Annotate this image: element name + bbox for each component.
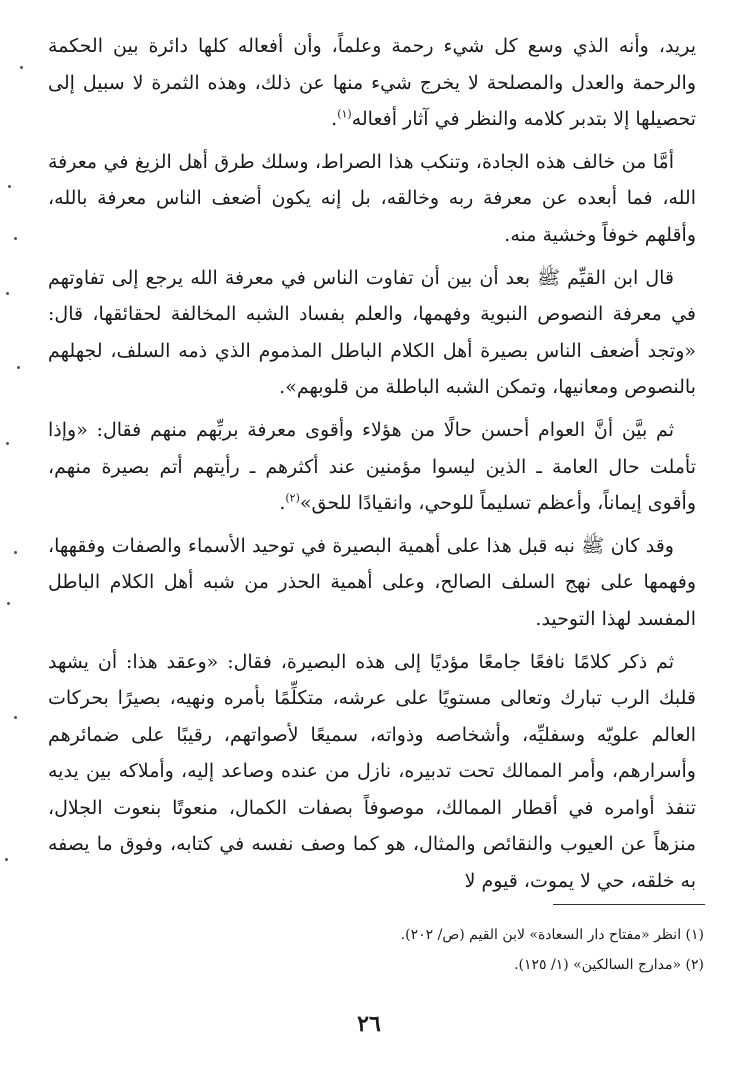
footnote-ref[interactable]: (٢): [285, 491, 300, 505]
paragraph-text: ثم بيَّن أنَّ العوام أحسن حالًا من هؤلاء وأقوى معرفة بربِّهم منهم فقال: «وإذا تأملت حال العامة ـ الذين ليسوا مؤمنين عند أكثرهم ـ رأيتهم أتم بصيرة منهم، وأقوى إيماناً، وأعظم تسليماً للوحي، وانقيادًا للحق»: [48, 418, 696, 515]
margin-dot: [14, 551, 17, 554]
margin-dot: [6, 442, 9, 445]
page-number: ٢٦: [357, 1011, 381, 1037]
paragraph-tail: .: [331, 108, 338, 131]
paragraph-text: أمَّا من خالف هذه الجادة، وتنكب هذا الصراط، وسلك طرق أهل الزيغ في معرفة الله، فما أبعده عن معرفة ربه وخالقه، بل إنه يكون أضعف الناس معرفة بالله، وأقلهم خوفاً وخشية منه.: [48, 150, 696, 246]
margin-dot: [5, 858, 8, 861]
margin-dot: [14, 716, 17, 719]
footnotes: [64, 920, 704, 980]
paragraph-1: [48, 28, 696, 138]
footnote-ref[interactable]: (١): [337, 107, 352, 121]
main-text: [48, 28, 696, 906]
paragraph-3: [48, 260, 696, 406]
paragraph-5: [48, 528, 696, 638]
paragraph-text: وقد كان ﷺ نبه قبل هذا على أهمية البصيرة في توحيد الأسماء والصفات وفقهها، وفهمها على نهج السلف الصالح، وعلى أهمية الحذر من شبه أهل الكلام الباطل المفسد لهذا التوحيد.: [48, 534, 696, 630]
margin-dot: [8, 185, 11, 188]
footnote-1: (١) انظر «مفتاح دار السعادة» لابن القيم (ص/ ٢٠٢).: [400, 927, 704, 943]
paragraph-tail: .: [279, 492, 286, 515]
margin-dot: [14, 237, 17, 240]
paragraph-text: قال ابن القيِّم ﷺ بعد أن بين أن تفاوت الناس في معرفة الله يرجع إلى تفاوتهم في معرفة النصوص النبوية وفهمها، والعلم بفساد الشبه المخالفة لحقائقها، قال: «وتجد أضعف الناس بصيرة أهل الكلام الباطل المذموم الذي ذمه السلف، لجهلهم بالنصوص ومعانيها، وتمكن الشبه الباطلة من قلوبهم».: [48, 266, 696, 399]
footnote-2: (٢) «مدارج السالكين» (١/ ١٢٥).: [514, 957, 704, 973]
footnote-separator: [553, 904, 705, 905]
paragraph-text: ثم ذكر كلامًا نافعًا جامعًا مؤديًا إلى هذه البصيرة، فقال: «وعقد هذا: أن يشهد قلبك الرب تبارك وتعالى مستويًا على عرشه، متكلِّمًا بأمره ونهيه، بصيرًا بحركات العالم علويّه وسفليِّه، وأشخاصه وذواته، سميعًا لأصواتهم، رقيبًا على ضمائرهم وأسرارهم، وأمر الممالك تحت تدبيره، نازل من عنده وصاعد إليه، وأملاكه بين يديه تنفذ أوامره في أقطار الممالك، موصوفاً بصفات الكمال، منعوتًا بنعوت الجلال، منزهاً عن العيوب والنقائص والمثال، هو كما وصف نفسه في كتابه، وفوق ما يصفه به خلقه، حي لا يموت، قيوم لا: [48, 650, 696, 893]
paragraph-4: [48, 412, 696, 522]
paragraph-6: [48, 644, 696, 900]
paragraph-2: [48, 144, 696, 254]
paragraph-text: يريد، وأنه الذي وسع كل شيء رحمة وعلماً، وأن أفعاله كلها دائرة بين الحكمة والرحمة والعدل والمصلحة لا يخرج شيء منها عن ذلك، وهذه الثمرة لا سبيل إلى تحصيلها إلا بتدبر كلامه والنظر في آثار أفعاله: [48, 35, 696, 131]
margin-dot: [20, 66, 23, 69]
margin-dot: [7, 602, 10, 605]
margin-dot: [17, 366, 20, 369]
margin-dot: [6, 292, 9, 295]
